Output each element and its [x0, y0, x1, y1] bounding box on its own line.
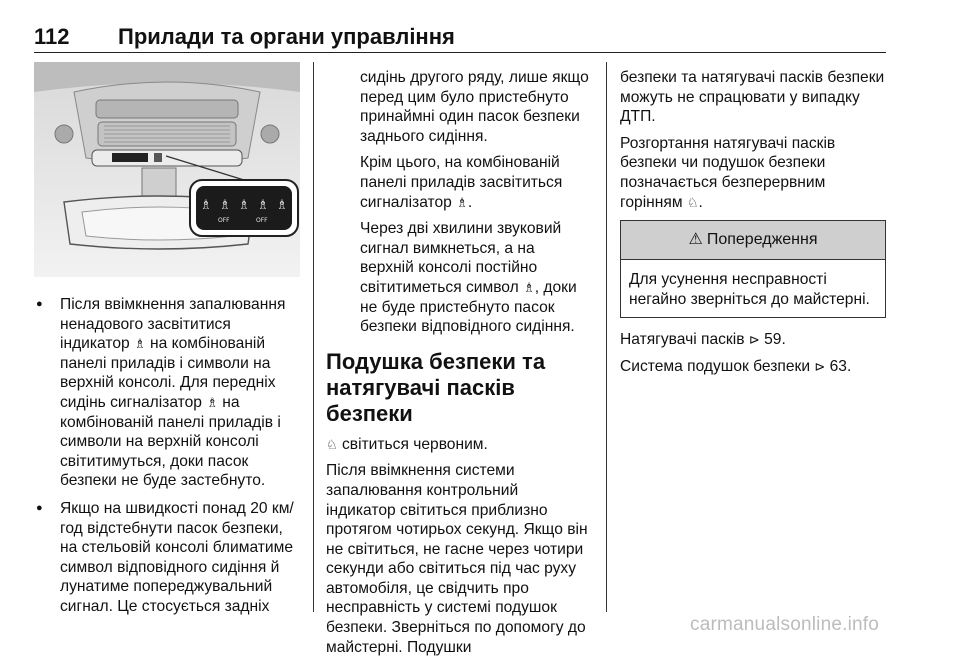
interior-mirror-icon [34, 62, 300, 277]
warning-box [620, 220, 886, 318]
seatbelt-icon: ♗ [456, 194, 468, 210]
svg-text:OFF: OFF [256, 217, 268, 224]
reference-arrow-icon: ⊳ [814, 358, 826, 374]
seatbelt-icon: ♗ [206, 394, 218, 410]
cross-reference: Натягувачі пасків ⊳ 59. [620, 331, 786, 349]
paragraph: Розгортання натягувачі пасків безпеки чи подушок безпеки позначається безперервним горінням ♘. [620, 134, 836, 211]
page-number: 112 [34, 24, 70, 49]
paragraph: Крім цього, на комбінованій панелі приладів засвітиться сигналізатор ♗. [360, 154, 563, 211]
seatbelt-reminder-icon: ♗ [200, 198, 212, 213]
svg-text:♗: ♗ [219, 198, 231, 213]
column-2 [326, 62, 590, 664]
seatbelt-icon: ♗ [523, 279, 535, 295]
svg-text:♗: ♗ [238, 198, 250, 213]
bullet-list [34, 295, 300, 617]
list-item: ● Якщо на швидкості понад 20 км/год відстебнути пасок безпеки, на стельовій консолі блиматиме символ відповідного сидіння й лунатиме попереджувальний сигнал. Це стосується задніх [34, 499, 300, 617]
seatbelt-icon: ♗ [134, 336, 146, 352]
column-divider [606, 62, 607, 612]
warning-body: Для усунення несправності негайно зверніться до майстерні. [629, 271, 870, 308]
column-3 [620, 62, 886, 384]
watermark: carmanualsonline.info [690, 614, 880, 635]
cross-reference: Система подушок безпеки ⊳ 63. [620, 357, 852, 375]
svg-text:♗: ♗ [257, 198, 269, 213]
warning-header [621, 221, 885, 260]
paragraph: Після ввімкнення системи запалювання контрольний індикатор світиться приблизно протягом чотирьох секунд. Якщо він не світиться, не гасне через чотири секунди або світиться під час руху автомобіля, це свідчить про несправність у системі подушок безпеки. Зверніться по допомогу до майстерні. Подушки [326, 462, 588, 656]
airbag-icon: ♘ [686, 194, 699, 210]
list-item: ● Після ввімкнення запалювання ненадового засвітитися індикатор ♗ на комбінованій панелі приладів і символи на верхній консолі. Для передніх сидінь сигналізатор ♗ на комбінованій панелі приладів і символи на верхній консолі світитимуться, доки пасок безпеки не буде застебнуто. [34, 295, 300, 491]
paragraph: безпеки та натягувачі пасків безпеки можуть не спрацювати у випадку ДТП. [620, 69, 885, 126]
warning-title: Попередження [706, 231, 818, 249]
reference-arrow-icon: ⊳ [748, 332, 760, 348]
paragraph: сидінь другого ряду, лише якщо перед цим було пристебнуто принаймні один пасок безпеки заднього сидіння. [360, 69, 589, 145]
column-divider [313, 62, 314, 612]
page-title: Прилади та органи управління [118, 24, 455, 49]
section-heading: Подушка безпеки та натягувачі пасків безпеки [326, 348, 546, 426]
column-1 [34, 62, 300, 625]
svg-text:♗: ♗ [276, 198, 288, 213]
overhead-console-illustration [34, 62, 300, 277]
paragraph: Через дві хвилини звуковий сигнал вимкнеться, а на верхній консолі постійно світитиметься символ ♗, доки не буде пристебнуто пасок безпеки відповідного сидіння. [360, 220, 577, 336]
svg-text:OFF: OFF [218, 217, 230, 224]
warning-icon: ⚠ [688, 231, 703, 249]
page-header [34, 22, 886, 53]
airbag-icon: ♘ [326, 436, 338, 452]
paragraph: ♘ світиться червоним. [326, 435, 488, 453]
